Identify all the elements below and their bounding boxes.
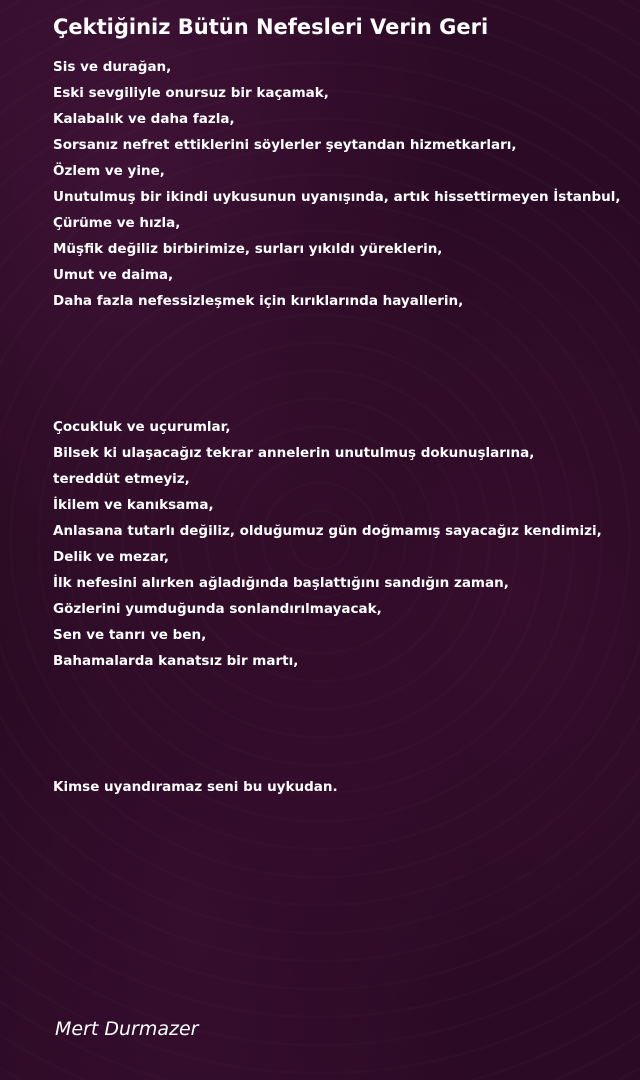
- stanza-2: [53, 414, 602, 674]
- verse-line: İkilem ve kanıksama,: [53, 497, 214, 513]
- verse-line: Anlasana tutarlı değiliz, olduğumuz gün doğmamış sayacağız kendimizi,: [53, 523, 602, 539]
- verse-line: Eski sevgiliyle onursuz bir kaçamak,: [53, 85, 329, 101]
- verse-line: Sis ve durağan,: [53, 59, 172, 75]
- verse-line: Özlem ve yine,: [53, 163, 165, 179]
- verse-line: tereddüt etmeyiz,: [53, 471, 190, 487]
- verse-line: Sen ve tanrı ve ben,: [53, 627, 207, 643]
- verse-line: Çürüme ve hızla,: [53, 215, 181, 231]
- verse-line: Unutulmuş bir ikindi uykusunun uyanışında, artık hissettirmeyen İstanbul,: [53, 189, 621, 205]
- verse-line: İlk nefesini alırken ağladığında başlattığını sandığın zaman,: [53, 575, 509, 591]
- verse-line: Daha fazla nefessizleşmek için kırıklarında hayallerin,: [53, 293, 464, 309]
- verse-line: Müşfik değiliz birbirimize, surları yıkıldı yüreklerin,: [53, 241, 443, 257]
- verse-line: Bahamalarda kanatsız bir martı,: [53, 653, 299, 669]
- verse-line: Gözlerini yumduğunda sonlandırılmayacak,: [53, 601, 382, 617]
- stanza-1: [53, 54, 621, 314]
- verse-line: Kalabalık ve daha fazla,: [53, 111, 235, 127]
- author-name: Mert Durmazer: [55, 1018, 199, 1040]
- verse-line: Kimse uyandıramaz seni bu uykudan.: [53, 779, 338, 795]
- verse-line: Çocukluk ve uçurumlar,: [53, 419, 231, 435]
- stanza-3: [53, 774, 338, 800]
- verse-line: Sorsanız nefret ettiklerini söylerler şeytandan hizmetkarları,: [53, 137, 517, 153]
- poem-title: Çektiğiniz Bütün Nefesleri Verin Geri: [53, 15, 489, 39]
- verse-line: Bilsek ki ulaşacağız tekrar annelerin unutulmuş dokunuşlarına,: [53, 445, 535, 461]
- verse-line: Delik ve mezar,: [53, 549, 169, 565]
- verse-line: Umut ve daima,: [53, 267, 174, 283]
